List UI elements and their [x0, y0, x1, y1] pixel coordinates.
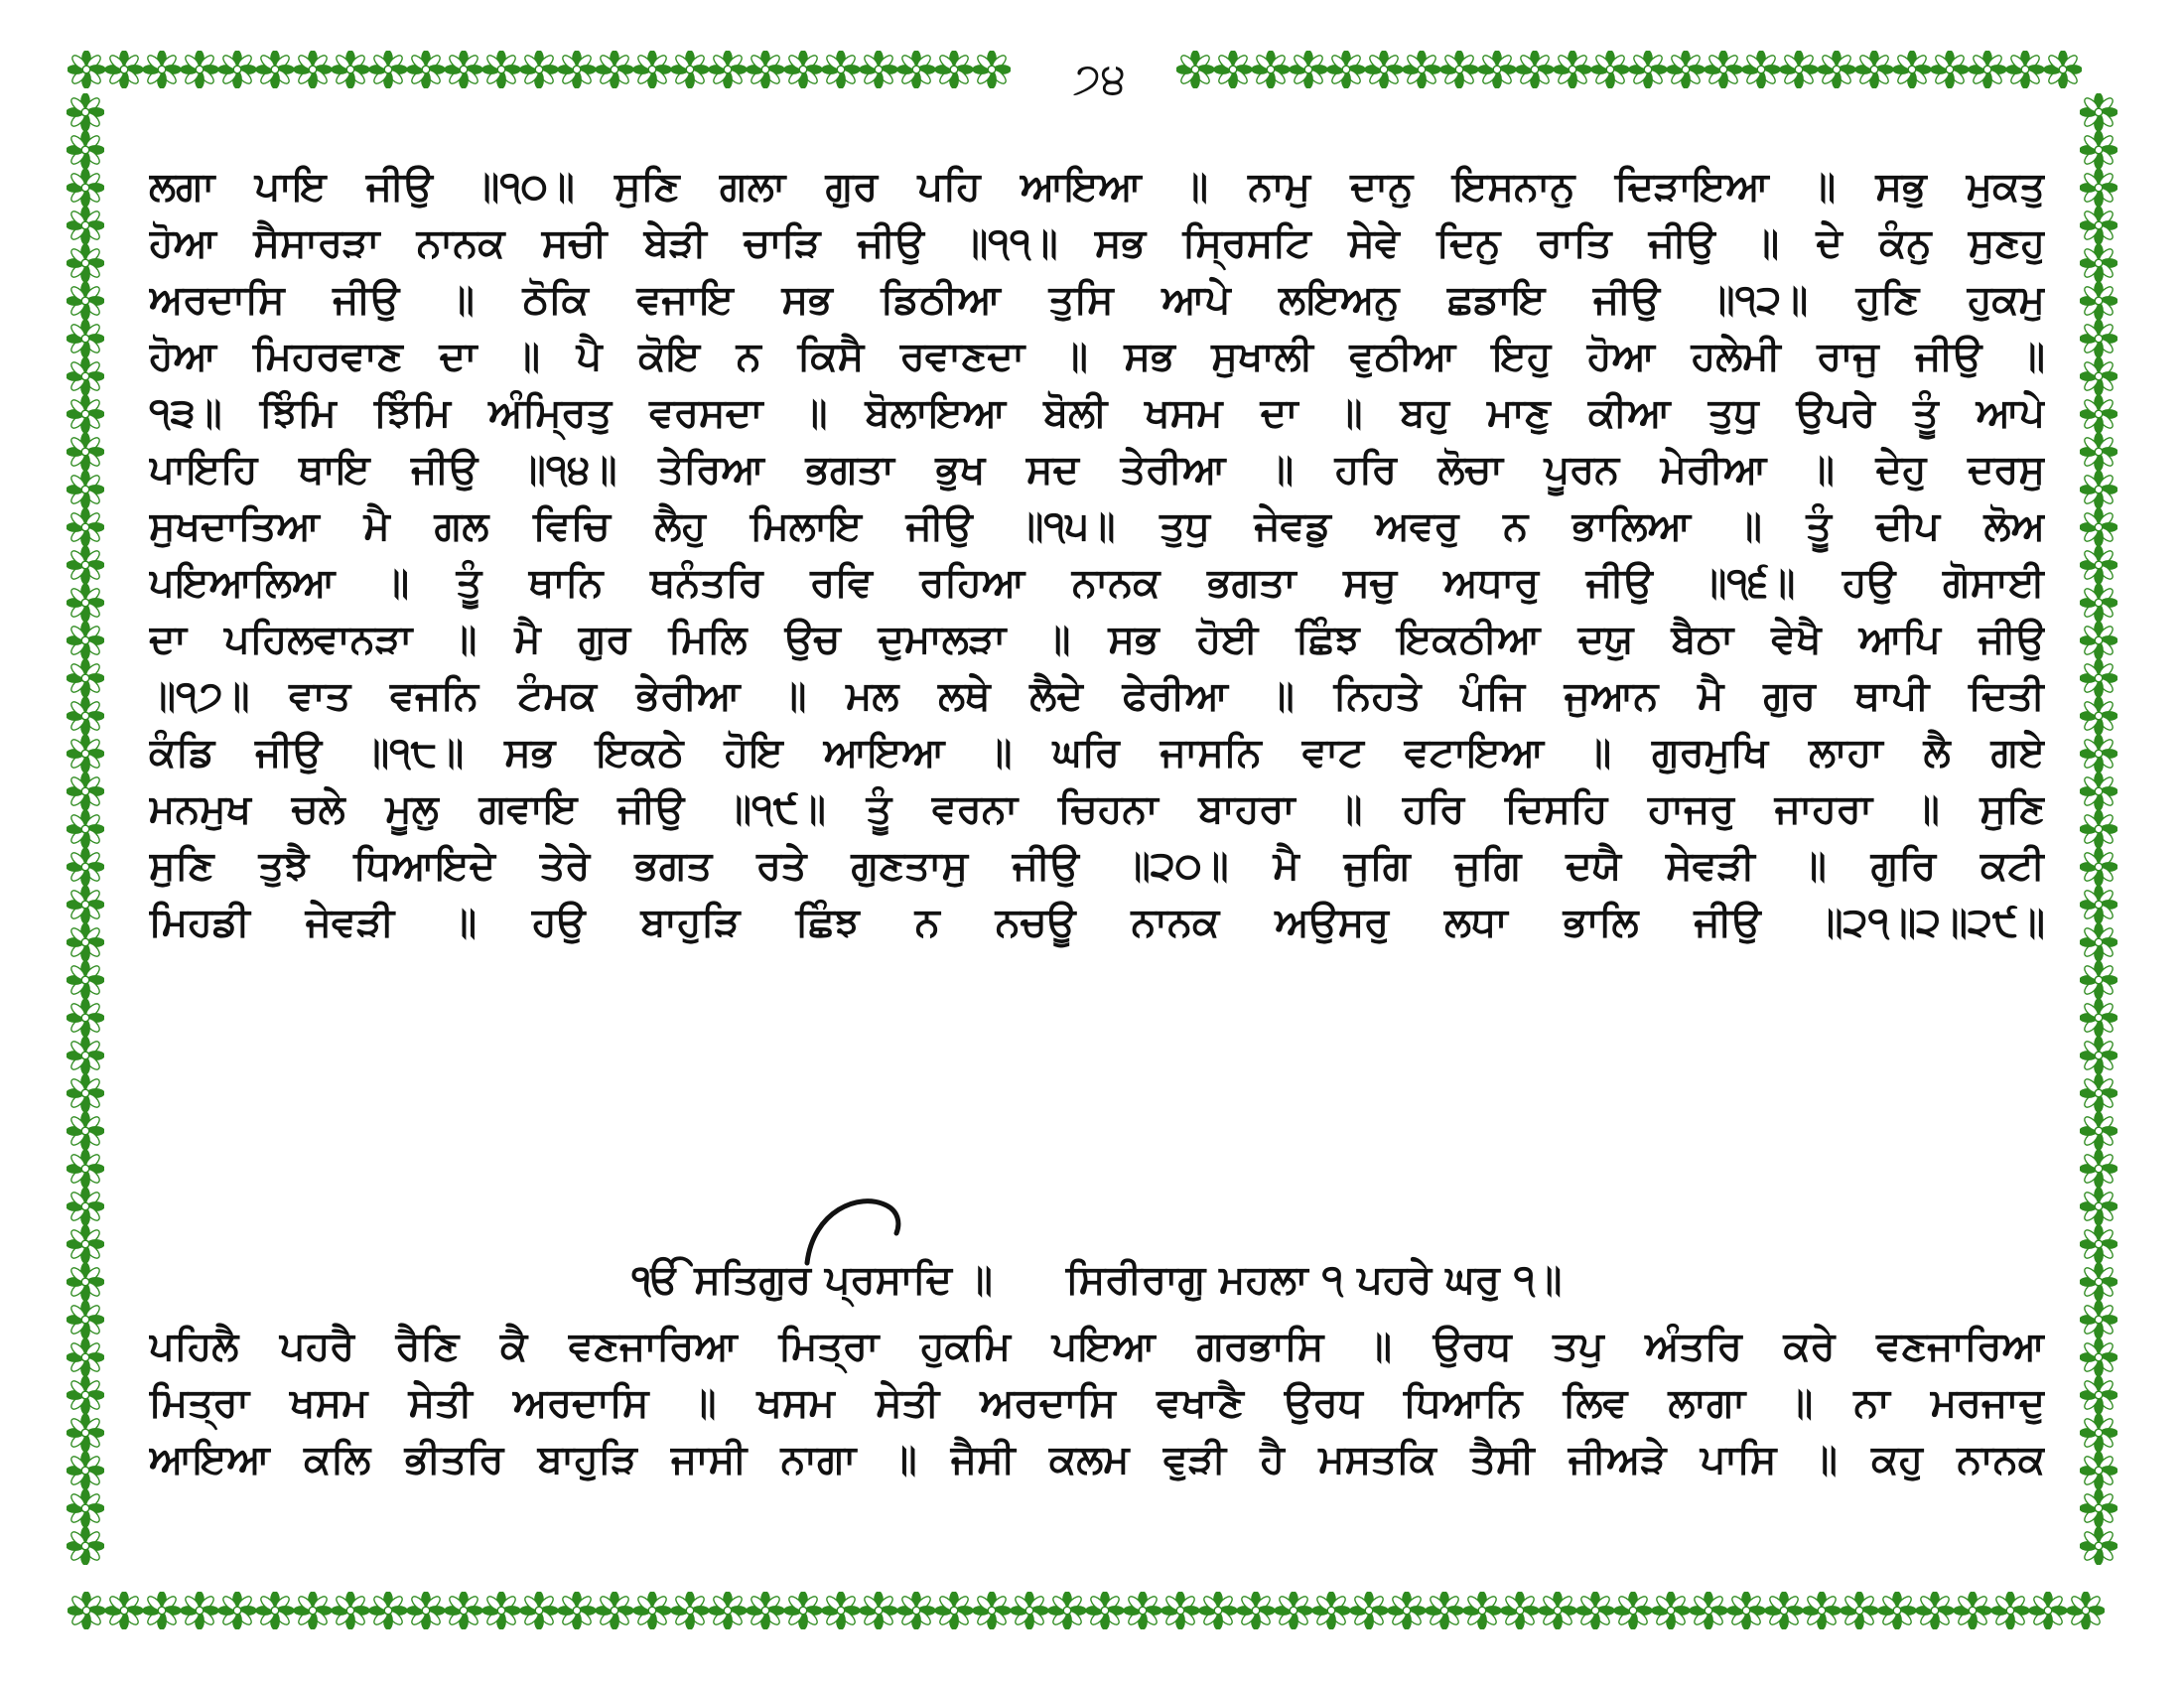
green-flower-icon	[1855, 51, 1893, 88]
text-line: ਮਿਤ੍ਰਾ ਖਸਮ ਸੇਤੀ ਅਰਦਾਸਿ ॥ ਖਸਮ ਸੇਤੀ ਅਰਦਾਸਿ ਵਖਾਣੈ ਉਰਧ ਧਿਆਨਿ ਲਿਵ ਲਾਗਾ ॥ ਨਾ ਮਰਜਾਦੁ	[149, 1380, 2045, 1426]
green-flower-icon	[67, 169, 104, 207]
green-flower-icon	[67, 320, 104, 357]
green-flower-icon	[1803, 1592, 1841, 1629]
green-flower-icon	[67, 207, 104, 244]
green-flower-icon	[2080, 961, 2117, 999]
green-flower-icon	[1237, 1592, 1275, 1629]
green-flower-icon	[67, 546, 104, 584]
green-flower-icon	[407, 51, 445, 88]
green-flower-icon	[294, 51, 332, 88]
green-flower-icon	[1614, 1592, 1652, 1629]
green-flower-icon	[2029, 1592, 2067, 1629]
green-flower-icon	[520, 51, 558, 88]
text-line: ਪਾਇਹਿ ਥਾਇ ਜੀਉ ॥੧੪॥ ਤੇਰਿਆ ਭਗਤਾ ਭੁਖ ਸਦ ਤੇਰੀਆ ॥ ਹਰਿ ਲੋਚਾ ਪੂਰਨ ਮੇਰੀਆ ॥ ਦੇਹੁ ਦਰਸੁ	[149, 447, 2045, 492]
green-flower-icon	[822, 1592, 860, 1629]
green-flower-icon	[2080, 1263, 2117, 1301]
green-flower-icon	[558, 51, 596, 88]
green-flower-icon	[1916, 1592, 1954, 1629]
green-flower-icon	[2080, 1188, 2117, 1225]
green-flower-icon	[2080, 886, 2117, 923]
section-heading	[149, 1192, 2045, 1311]
green-flower-icon	[2080, 357, 2117, 395]
pahre-text-block	[149, 1319, 2045, 1488]
green-flower-icon	[2080, 697, 2117, 735]
green-flower-icon	[2080, 1037, 2117, 1074]
green-flower-icon	[2080, 810, 2117, 848]
green-flower-icon	[1554, 51, 1591, 88]
green-flower-icon	[68, 51, 105, 88]
text-line: ਕੰਡਿ ਜੀਉ ॥੧੮॥ ਸਭ ਇਕਠੇ ਹੋਇ ਆਇਆ ॥ ਘਰਿ ਜਾਸਨਿ ਵਾਟ ਵਟਾਇਆ ॥ ਗੁਰਮੁਖਿ ਲਾਹਾ ਲੈ ਗਏ	[149, 730, 2045, 775]
green-flower-icon	[1350, 1592, 1388, 1629]
green-flower-icon	[1501, 1592, 1539, 1629]
green-flower-icon	[1652, 1592, 1690, 1629]
green-flower-icon	[1426, 1592, 1463, 1629]
heading-line	[149, 1253, 2045, 1308]
green-flower-icon	[2080, 1301, 2117, 1338]
green-flower-icon	[1388, 1592, 1426, 1629]
green-flower-icon	[67, 1112, 104, 1150]
green-flower-icon	[67, 1037, 104, 1074]
green-flower-icon	[105, 51, 143, 88]
green-flower-icon	[67, 1527, 104, 1565]
green-flower-icon	[671, 51, 709, 88]
green-flower-icon	[860, 1592, 897, 1629]
green-flower-icon	[2080, 659, 2117, 697]
green-flower-icon	[671, 1592, 709, 1629]
green-flower-icon	[143, 1592, 181, 1629]
green-flower-icon	[1991, 1592, 2029, 1629]
green-flower-icon	[2080, 1225, 2117, 1263]
green-flower-icon	[2080, 1489, 2117, 1527]
green-flower-icon	[1878, 1592, 1916, 1629]
green-flower-icon	[67, 697, 104, 735]
green-flower-icon	[1765, 1592, 1803, 1629]
green-flower-icon	[181, 1592, 218, 1629]
text-line: ਸੁਣਿ ਤੁਝੈ ਧਿਆਇਦੇ ਤੇਰੇ ਭਗਤ ਰਤੇ ਗੁਣਤਾਸੁ ਜੀਉ ॥੨੦॥ ਮੈ ਜੁਗਿ ਜੁਗਿ ਦਯੈ ਸੇਵੜੀ ॥ ਗੁਰਿ ਕਟੀ	[149, 843, 2045, 889]
border-top-left	[68, 48, 1023, 91]
green-flower-icon	[2080, 773, 2117, 810]
text-line: ਮਿਹਡੀ ਜੇਵੜੀ ॥ ਹਉ ਬਾਹੁੜਿ ਛਿੰਝ ਨ ਨਚਊ ਨਾਨਕ ਅਉਸਰੁ ਲਧਾ ਭਾਲਿ ਜੀਉ ॥੨੧॥੨॥੨੯॥	[149, 900, 2045, 945]
green-flower-icon	[482, 1592, 520, 1629]
green-flower-icon	[67, 622, 104, 659]
text-line: ਹੋਆ ਸੈਸਾਰੜਾ ਨਾਨਕ ਸਚੀ ਬੇੜੀ ਚਾੜਿ ਜੀਉ ॥੧੧॥ ਸਭ ਸ੍ਰਿਸਟਿ ਸੇਵੇ ਦਿਨੁ ਰਾਤਿ ਜੀਉ ॥ ਦੇ ਕੰਨੁ ਸੁਣਹੁ	[149, 220, 2045, 266]
green-flower-icon	[1931, 51, 1969, 88]
green-flower-icon	[1176, 51, 1214, 88]
green-flower-icon	[2080, 508, 2117, 546]
green-flower-icon	[1893, 51, 1931, 88]
green-flower-icon	[332, 51, 369, 88]
green-flower-icon	[1312, 1592, 1350, 1629]
green-flower-icon	[973, 51, 1011, 88]
green-flower-icon	[67, 1263, 104, 1301]
green-flower-icon	[105, 1592, 143, 1629]
green-flower-icon	[2080, 848, 2117, 886]
green-flower-icon	[709, 51, 747, 88]
green-flower-icon	[2044, 51, 2082, 88]
green-flower-icon	[2080, 93, 2117, 131]
green-flower-icon	[67, 395, 104, 433]
green-flower-icon	[2080, 433, 2117, 471]
text-line: ਅਰਦਾਸਿ ਜੀਉ ॥ ਠੋਕਿ ਵਜਾਇ ਸਭ ਡਿਠੀਆ ਤੁਸਿ ਆਪੇ ਲਇਅਨੁ ਛਡਾਇ ਜੀਉ ॥੧੨॥ ਹੁਣਿ ਹੁਕਮੁ	[149, 277, 2045, 323]
green-flower-icon	[2080, 471, 2117, 508]
green-flower-icon	[1667, 51, 1705, 88]
green-flower-icon	[67, 433, 104, 471]
green-flower-icon	[2080, 1112, 2117, 1150]
text-line: ਸੁਖਦਾਤਿਆ ਮੈ ਗਲ ਵਿਚਿ ਲੈਹੁ ਮਿਲਾਇ ਜੀਉ ॥੧੫॥ ਤੁਧੁ ਜੇਵਡੁ ਅਵਰੁ ਨ ਭਾਲਿਆ ॥ ਤੂੰ ਦੀਪ ਲੋਅ	[149, 503, 2045, 549]
green-flower-icon	[369, 1592, 407, 1629]
green-flower-icon	[67, 282, 104, 320]
green-flower-icon	[1199, 1592, 1237, 1629]
green-flower-icon	[67, 848, 104, 886]
green-flower-icon	[2080, 320, 2117, 357]
green-flower-icon	[68, 1592, 105, 1629]
green-flower-icon	[1591, 51, 1629, 88]
green-flower-icon	[67, 1301, 104, 1338]
green-flower-icon	[2067, 1592, 2105, 1629]
text-line: ਲਗਾ ਪਾਇ ਜੀਉ ॥੧੦॥ ਸੁਣਿ ਗਲਾ ਗੁਰ ਪਹਿ ਆਇਆ ॥ ਨਾਮੁ ਦਾਨੁ ਇਸਨਾਨੁ ਦਿੜਾਇਆ ॥ ਸਭੁ ਮੁਕਤੁ	[149, 164, 2045, 210]
green-flower-icon	[67, 1074, 104, 1112]
green-flower-icon	[67, 773, 104, 810]
green-flower-icon	[747, 51, 784, 88]
green-flower-icon	[2080, 584, 2117, 622]
green-flower-icon	[2080, 169, 2117, 207]
green-flower-icon	[709, 1592, 747, 1629]
border-bottom	[68, 1589, 2117, 1632]
green-flower-icon	[67, 508, 104, 546]
green-flower-icon	[2080, 735, 2117, 773]
green-flower-icon	[2080, 546, 2117, 584]
green-flower-icon	[1727, 1592, 1765, 1629]
green-flower-icon	[1969, 51, 2006, 88]
green-flower-icon	[1327, 51, 1365, 88]
green-flower-icon	[1365, 51, 1403, 88]
green-flower-icon	[67, 244, 104, 282]
green-flower-icon	[67, 471, 104, 508]
green-flower-icon	[218, 1592, 256, 1629]
green-flower-icon	[1780, 51, 1818, 88]
raag-title: ਸਿਰੀਰਾਗੁ ਮਹਲਾ ੧ ਪਹਰੇ ਘਰੁ ੧॥	[1065, 1257, 1563, 1303]
green-flower-icon	[1161, 1592, 1199, 1629]
green-flower-icon	[2080, 1527, 2117, 1565]
green-flower-icon	[67, 1188, 104, 1225]
green-flower-icon	[332, 1592, 369, 1629]
green-flower-icon	[2080, 1338, 2117, 1376]
border-top-right	[1176, 48, 2117, 91]
green-flower-icon	[218, 51, 256, 88]
green-flower-icon	[1478, 51, 1516, 88]
green-flower-icon	[1440, 51, 1478, 88]
green-flower-icon	[822, 51, 860, 88]
green-flower-icon	[520, 1592, 558, 1629]
green-flower-icon	[1252, 51, 1290, 88]
green-flower-icon	[1539, 1592, 1576, 1629]
gurbani-text-block	[149, 159, 2045, 951]
green-flower-icon	[1214, 51, 1252, 88]
green-flower-icon	[1629, 51, 1667, 88]
green-flower-icon	[1690, 1592, 1727, 1629]
green-flower-icon	[2080, 395, 2117, 433]
green-flower-icon	[1516, 51, 1554, 88]
green-flower-icon	[67, 999, 104, 1037]
green-flower-icon	[2080, 1414, 2117, 1452]
green-flower-icon	[67, 93, 104, 131]
text-line: ਹੋਆ ਮਿਹਰਵਾਣ ਦਾ ॥ ਪੈ ਕੋਇ ਨ ਕਿਸੈ ਰਵਾਣਦਾ ॥ ਸਭ ਸੁਖਾਲੀ ਵੁਠੀਆ ਇਹੁ ਹੋਆ ਹਲੇਮੀ ਰਾਜੁ ਜੀਉ ॥	[149, 334, 2045, 379]
green-flower-icon	[860, 51, 897, 88]
green-flower-icon	[67, 659, 104, 697]
green-flower-icon	[67, 1452, 104, 1489]
green-flower-icon	[1086, 1592, 1124, 1629]
green-flower-icon	[1124, 1592, 1161, 1629]
green-flower-icon	[897, 51, 935, 88]
green-flower-icon	[2080, 1150, 2117, 1188]
green-flower-icon	[67, 357, 104, 395]
green-flower-icon	[67, 1414, 104, 1452]
green-flower-icon	[256, 51, 294, 88]
green-flower-icon	[67, 886, 104, 923]
green-flower-icon	[2080, 622, 2117, 659]
green-flower-icon	[633, 1592, 671, 1629]
text-line: ॥੧੭॥ ਵਾਤ ਵਜਨਿ ਟੰਮਕ ਭੇਰੀਆ ॥ ਮਲ ਲਥੇ ਲੈਦੇ ਫੇਰੀਆ ॥ ਨਿਹਤੇ ਪੰਜਿ ਜੁਆਨ ਮੈ ਗੁਰ ਥਾਪੀ ਦਿਤੀ	[149, 673, 2045, 719]
border-left	[60, 93, 111, 1589]
green-flower-icon	[2080, 131, 2117, 169]
green-flower-icon	[67, 1225, 104, 1263]
green-flower-icon	[935, 51, 973, 88]
green-flower-icon	[67, 735, 104, 773]
green-flower-icon	[1954, 1592, 1991, 1629]
green-flower-icon	[2080, 923, 2117, 961]
green-flower-icon	[747, 1592, 784, 1629]
mool-mantar-invocation: ੴ ਸਤਿਗੁਰ ਪ੍ਰਸਾਦਿ ॥	[631, 1257, 993, 1303]
green-flower-icon	[1742, 51, 1780, 88]
green-flower-icon	[596, 51, 633, 88]
green-flower-icon	[1275, 1592, 1312, 1629]
green-flower-icon	[2080, 1376, 2117, 1414]
green-flower-icon	[2080, 1452, 2117, 1489]
green-flower-icon	[1011, 1592, 1048, 1629]
green-flower-icon	[1463, 1592, 1501, 1629]
green-flower-icon	[1705, 51, 1742, 88]
green-flower-icon	[67, 1150, 104, 1188]
green-flower-icon	[596, 1592, 633, 1629]
text-line: ਮਨਮੁਖ ਚਲੇ ਮੂਲੁ ਗਵਾਇ ਜੀਉ ॥੧੯॥ ਤੂੰ ਵਰਨਾ ਚਿਹਨਾ ਬਾਹਰਾ ॥ ਹਰਿ ਦਿਸਹਿ ਹਾਜਰੁ ਜਾਹਰਾ ॥ ਸੁਣਿ	[149, 786, 2045, 832]
green-flower-icon	[67, 131, 104, 169]
green-flower-icon	[973, 1592, 1011, 1629]
green-flower-icon	[67, 584, 104, 622]
green-flower-icon	[407, 1592, 445, 1629]
green-flower-icon	[67, 923, 104, 961]
green-flower-icon	[67, 1338, 104, 1376]
green-flower-icon	[1048, 1592, 1086, 1629]
green-flower-icon	[2080, 282, 2117, 320]
green-flower-icon	[1290, 51, 1327, 88]
green-flower-icon	[67, 961, 104, 999]
green-flower-icon	[558, 1592, 596, 1629]
green-flower-icon	[143, 51, 181, 88]
text-line: ਪਹਿਲੈ ਪਹਰੈ ਰੈਣਿ ਕੈ ਵਣਜਾਰਿਆ ਮਿਤ੍ਰਾ ਹੁਕਮਿ ਪਇਆ ਗਰਭਾਸਿ ॥ ਉਰਧ ਤਪੁ ਅੰਤਰਿ ਕਰੇ ਵਣਜਾਰਿਆ	[149, 1324, 2045, 1369]
green-flower-icon	[181, 51, 218, 88]
green-flower-icon	[897, 1592, 935, 1629]
text-line: ਪਇਆਲਿਆ ॥ ਤੂੰ ਥਾਨਿ ਥਨੰਤਰਿ ਰਵਿ ਰਹਿਆ ਨਾਨਕ ਭਗਤਾ ਸਚੁ ਅਧਾਰੁ ਜੀਉ ॥੧੬॥ ਹਉ ਗੋਸਾਈ	[149, 560, 2045, 606]
page-number: ੭੪	[1072, 54, 1127, 104]
green-flower-icon	[1576, 1592, 1614, 1629]
green-flower-icon	[369, 51, 407, 88]
green-flower-icon	[784, 51, 822, 88]
green-flower-icon	[256, 1592, 294, 1629]
green-flower-icon	[935, 1592, 973, 1629]
text-line: ਆਇਆ ਕਲਿ ਭੀਤਰਿ ਬਾਹੁੜਿ ਜਾਸੀ ਨਾਗਾ ॥ ਜੈਸੀ ਕਲਮ ਵੁੜੀ ਹੈ ਮਸਤਕਿ ਤੈਸੀ ਜੀਅੜੇ ਪਾਸਿ ॥ ਕਹੁ ਨਾਨਕ	[149, 1437, 2045, 1482]
green-flower-icon	[2080, 207, 2117, 244]
green-flower-icon	[67, 1489, 104, 1527]
green-flower-icon	[2080, 244, 2117, 282]
green-flower-icon	[784, 1592, 822, 1629]
green-flower-icon	[1818, 51, 1855, 88]
text-line: ੧੩॥ ਝਿੰਮਿ ਝਿੰਮਿ ਅੰਮ੍ਰਿਤੁ ਵਰਸਦਾ ॥ ਬੋਲਾਇਆ ਬੋਲੀ ਖਸਮ ਦਾ ॥ ਬਹੁ ਮਾਣੁ ਕੀਆ ਤੁਧੁ ਉਪਰੇ ਤੂੰ ਆਪੇ	[149, 390, 2045, 436]
green-flower-icon	[1841, 1592, 1878, 1629]
border-right	[2073, 93, 2124, 1589]
green-flower-icon	[294, 1592, 332, 1629]
green-flower-icon	[633, 51, 671, 88]
green-flower-icon	[67, 1376, 104, 1414]
green-flower-icon	[445, 51, 482, 88]
green-flower-icon	[67, 810, 104, 848]
green-flower-icon	[445, 1592, 482, 1629]
green-flower-icon	[2080, 999, 2117, 1037]
green-flower-icon	[2006, 51, 2044, 88]
green-flower-icon	[482, 51, 520, 88]
text-line: ਦਾ ਪਹਿਲਵਾਨੜਾ ॥ ਮੈ ਗੁਰ ਮਿਲਿ ਉਚ ਦੁਮਾਲੜਾ ॥ ਸਭ ਹੋਈ ਛਿੰਝ ਇਕਠੀਆ ਦਯੁ ਬੈਠਾ ਵੇਖੈ ਆਪਿ ਜੀਉ	[149, 617, 2045, 662]
green-flower-icon	[1403, 51, 1440, 88]
green-flower-icon	[2080, 1074, 2117, 1112]
